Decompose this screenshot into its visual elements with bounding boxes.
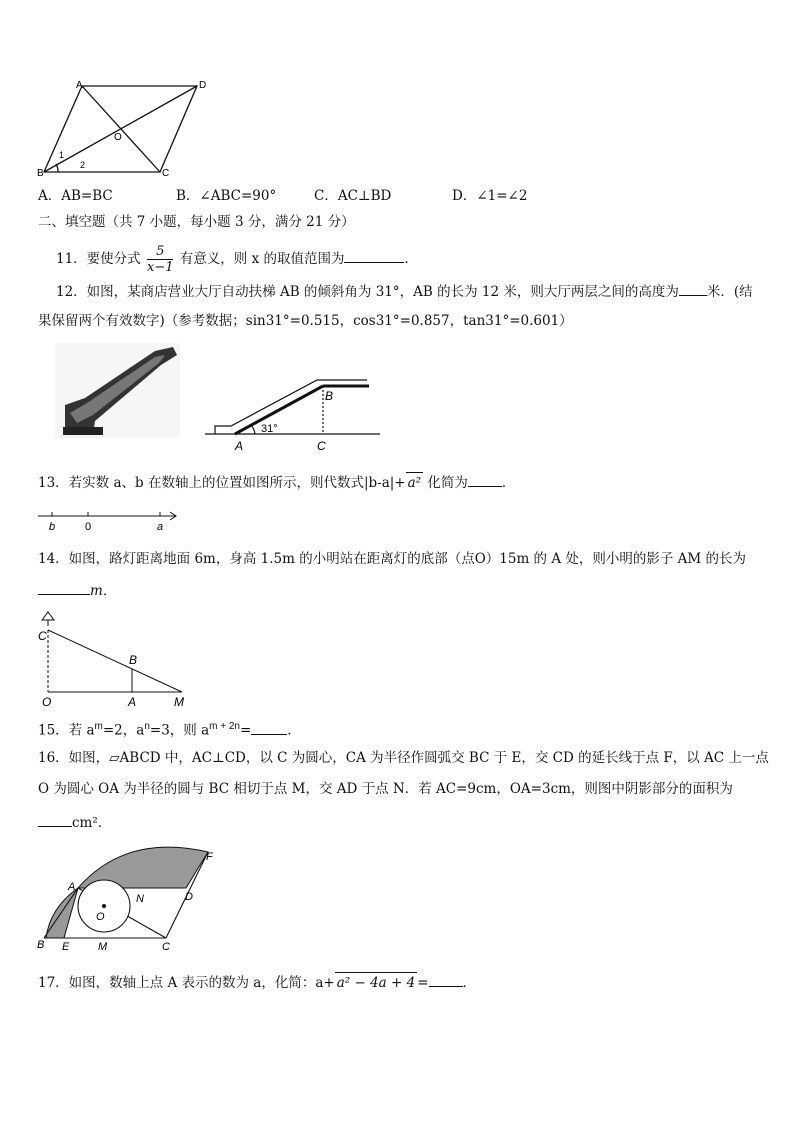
q15: 15．若 $a^m=2$，$a^n=3$，则 $a^{m + 2n}=$ ． bbox=[38, 721, 301, 739]
q16-label-C: C bbox=[162, 941, 170, 953]
q14-answer-blank[interactable] bbox=[38, 580, 90, 595]
q13-number-line bbox=[36, 508, 181, 534]
q12-angle-label: 31° bbox=[261, 423, 278, 435]
q10-label-2: 2 bbox=[80, 160, 86, 170]
q10-option-c: C．AC⊥BD bbox=[314, 188, 392, 204]
q11: 11．要使分式 $\frac{5}{x-1}$ 有意义，则 x 的取值范围为 ． bbox=[56, 244, 418, 275]
q10-label-A: A bbox=[76, 80, 83, 91]
q14-label-B: B bbox=[129, 653, 138, 667]
q17: 17．如图，数轴上点 A 表示的数为 a，化简：a+ a² − 4a + 4 = ． bbox=[38, 972, 476, 993]
q16-line2: O 为圆心 OA 为半径的圆与 BC 相切于点 M，交 AD 于点 N．若 AC=9cm，OA=3cm，则图中阴影部分的面积为 bbox=[38, 781, 733, 797]
q10-parallelogram-figure bbox=[34, 78, 214, 178]
escalator-photo bbox=[55, 343, 180, 438]
q16-label-A: A bbox=[68, 881, 76, 893]
q16-label-D: D bbox=[185, 891, 193, 903]
q10-option-b: B．∠ABC=90° bbox=[176, 188, 277, 204]
q10-label-O: O bbox=[114, 132, 122, 143]
q16-line3: cm²． bbox=[38, 812, 111, 833]
q12-escalator-diagram bbox=[205, 370, 380, 455]
q16-label-F: F bbox=[206, 851, 213, 863]
q14-label-C: C bbox=[38, 629, 47, 643]
q13: 13．若实数 a、b 在数轴上的位置如图所示，则代数式|b-a|+ a² 化简为 ． bbox=[38, 472, 515, 493]
q14-line2: m． bbox=[38, 580, 116, 601]
q14-lamp-diagram bbox=[36, 608, 196, 708]
q14-label-A: A bbox=[128, 695, 137, 708]
q16-label-O: O bbox=[96, 911, 105, 923]
q10-label-B: B bbox=[37, 168, 44, 178]
q16-line1: 16．如图，▱ABCD 中，AC⊥CD，以 C 为圆心，CA 为半径作圆弧交 BC 于 E，交 CD 的延长线于点 F，以 AC 上一点 bbox=[38, 750, 769, 766]
q12-label-C: C bbox=[317, 439, 326, 453]
q17-answer-blank[interactable] bbox=[429, 972, 463, 987]
q10-option-d: D．∠1=∠2 bbox=[452, 188, 528, 204]
q13-axis-a: a bbox=[157, 521, 164, 533]
q11-answer-blank[interactable] bbox=[344, 248, 404, 263]
q13-axis-0: 0 bbox=[85, 521, 92, 533]
q13-axis-b: b bbox=[49, 521, 56, 533]
q15-answer-blank[interactable] bbox=[251, 720, 287, 735]
q14-label-M: M bbox=[174, 695, 184, 708]
q12-line1: 12．如图，某商店营业大厅自动扶梯 AB 的倾斜角为 31°，AB 的长为 12 米，则大厅两层之间的高度为 米．(结 bbox=[56, 281, 753, 302]
q14-label-O: O bbox=[42, 695, 52, 708]
q13-sqrt: a² bbox=[406, 472, 423, 493]
q16-label-N: N bbox=[136, 893, 144, 905]
q12-label-A: A bbox=[235, 439, 244, 453]
q10-label-1: 1 bbox=[59, 150, 65, 160]
q16-label-M: M bbox=[98, 941, 108, 953]
q10-label-D: D bbox=[199, 80, 207, 91]
q10-option-a: A．AB=BC bbox=[38, 188, 113, 204]
q12-answer-blank[interactable] bbox=[679, 281, 707, 296]
q17-sqrt: a² − 4a + 4 bbox=[335, 972, 417, 993]
q11-fraction: $\frac{5}{x-1}$ bbox=[146, 244, 174, 275]
q14-line1: 14．如图，路灯距离地面 6m，身高 1.5m 的小明站在距离灯的底部（点O）15m 的 A 处，则小明的影子 AM 的长为 bbox=[38, 551, 747, 567]
q16-label-B: B bbox=[37, 939, 45, 951]
section-heading: 二、填空题（共 7 小题，每小题 3 分，满分 21 分） bbox=[38, 214, 355, 230]
q12-label-B: B bbox=[325, 389, 334, 403]
q10-label-C: C bbox=[162, 168, 170, 178]
q16-label-E: E bbox=[62, 941, 70, 953]
q13-answer-blank[interactable] bbox=[468, 472, 502, 487]
q16-shaded-area-diagram bbox=[36, 838, 216, 953]
q12-line2: 果保留两个有效数字)（参考数据；sin31°=0.515，cos31°=0.857，tan31°=0.601） bbox=[38, 313, 573, 329]
q16-answer-blank[interactable] bbox=[38, 812, 72, 827]
